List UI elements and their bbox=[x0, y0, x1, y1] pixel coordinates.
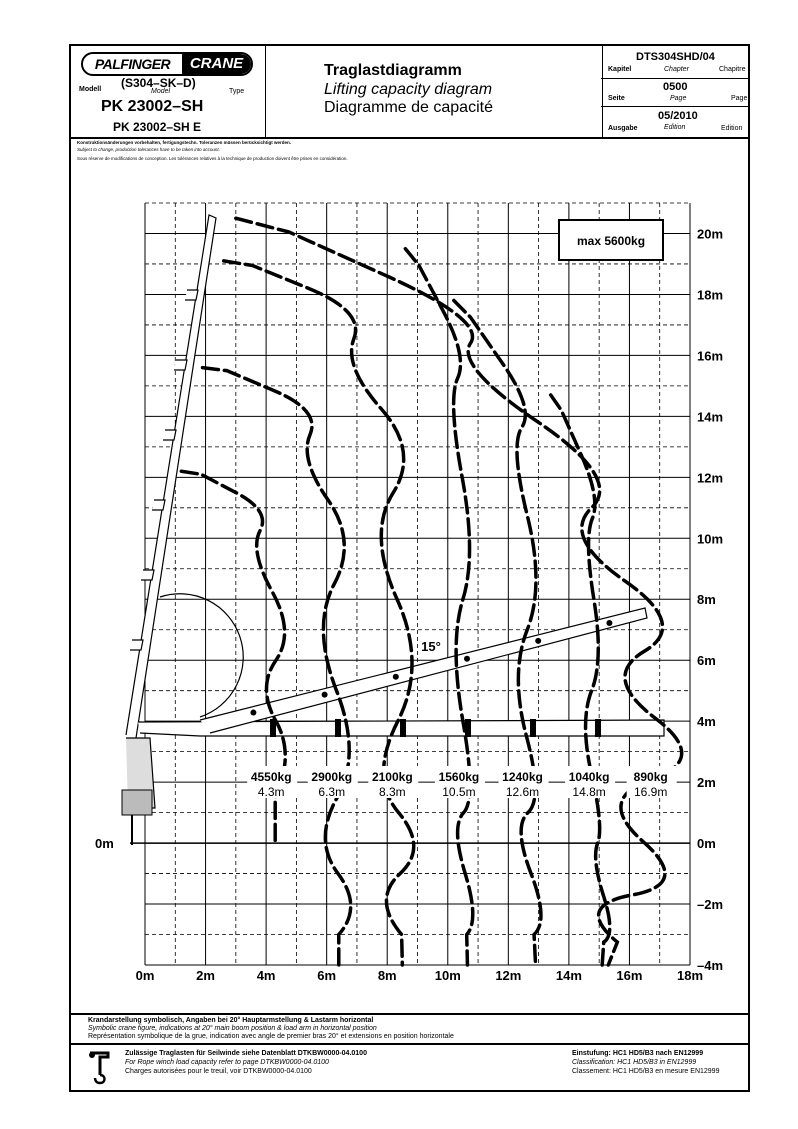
y-zero-left-label: 0m bbox=[95, 836, 114, 852]
arm-joint bbox=[335, 719, 341, 737]
class-de: Einstufung: HC1 HD5/B3 nach EN12999 bbox=[572, 1050, 704, 1057]
load-label: 2900kg bbox=[311, 770, 353, 784]
arm-pin bbox=[393, 674, 399, 680]
capacity-curve-2900kg bbox=[203, 368, 351, 965]
x-tick-label: 10m bbox=[434, 968, 461, 983]
symbolic-fr: Représentation symbolique de la grue, indication avec angle de premier bras 20° et extensions en position horizontale bbox=[88, 1033, 454, 1040]
load-label: 1240kg bbox=[502, 770, 543, 784]
y-tick-label: 18m bbox=[697, 287, 724, 303]
reach-label: 8.3m bbox=[378, 785, 406, 799]
reach-label: 12.6m bbox=[505, 785, 540, 799]
slewing-arc bbox=[160, 594, 243, 717]
arm-joint bbox=[530, 719, 536, 737]
model-code: (S304–SK–D) bbox=[121, 76, 196, 90]
edition-fr: Edition bbox=[721, 125, 743, 132]
boom-joint bbox=[130, 640, 143, 650]
y-tick-label: 4m bbox=[697, 714, 716, 730]
crane-figure bbox=[122, 215, 664, 845]
y-tick-label: 20m bbox=[697, 226, 724, 242]
page-value: 0500 bbox=[663, 81, 688, 93]
x-tick-label: 2m bbox=[196, 968, 215, 983]
footer-divider-bottom bbox=[69, 1043, 750, 1045]
x-tick-label: 18m bbox=[676, 968, 704, 983]
boom-joint bbox=[141, 570, 154, 580]
winch-en: For Rope winch load capacity refer to page DTKBW0000-04.0100 bbox=[125, 1059, 329, 1066]
load-label: 4550kg bbox=[250, 770, 292, 784]
edition-en: Edition bbox=[664, 124, 686, 131]
model-label-fr: Type bbox=[229, 88, 245, 95]
chapter-de: Kapitel bbox=[608, 66, 632, 73]
load-label: 1560kg bbox=[438, 770, 480, 784]
angle-label: 15° bbox=[421, 639, 441, 654]
y-tick-label: –2m bbox=[697, 897, 724, 913]
page-en: Page bbox=[670, 95, 687, 102]
boom-joint bbox=[152, 500, 165, 510]
model-name: PK 23002–SH bbox=[101, 98, 204, 115]
boom-joint bbox=[185, 290, 198, 300]
edition-de: Ausgabe bbox=[608, 125, 638, 132]
load-label: 1040kg bbox=[568, 770, 610, 784]
y-tick-label: 0m bbox=[697, 836, 716, 852]
x-tick-label: 6m bbox=[317, 968, 337, 983]
x-tick-label: 14m bbox=[555, 968, 582, 983]
arm-joint bbox=[595, 719, 601, 737]
y-tick-label: 14m bbox=[697, 409, 724, 425]
model-label-en: Model bbox=[151, 88, 171, 95]
symbolic-de: Krandarstellung symbolisch, Angaben bei 20° Hauptarmstellung & Lastarm horizontal bbox=[88, 1017, 374, 1024]
crane-base bbox=[122, 790, 152, 815]
reach-label: 14.8m bbox=[572, 785, 606, 799]
chapter-fr: Chapitre bbox=[719, 66, 746, 73]
model-name-2: PK 23002–SH E bbox=[113, 120, 202, 134]
model-label-de: Modell bbox=[79, 86, 102, 93]
edition-value: 05/2010 bbox=[658, 110, 698, 122]
x-tick-label: 16m bbox=[616, 968, 643, 983]
winch-fr: Charges autorisées pour le treuil, voir DTKBW0000-04.0100 bbox=[125, 1068, 312, 1075]
x-tick-label: 8m bbox=[377, 968, 397, 983]
footer-divider-top bbox=[69, 1013, 750, 1015]
title-fr: Diagramme de capacité bbox=[324, 99, 493, 116]
boom-joint bbox=[174, 360, 187, 370]
logo-crane-text: CRANE bbox=[182, 54, 251, 74]
title-de: Traglastdiagramm bbox=[324, 62, 462, 79]
arm-joint bbox=[400, 719, 406, 737]
x-tick-label: 0m bbox=[135, 968, 155, 983]
capacity-curve-2100kg bbox=[224, 261, 414, 965]
chapter-en: Chapter bbox=[664, 66, 689, 73]
capacity-curve-1040kg bbox=[551, 395, 610, 965]
y-tick-label: 12m bbox=[697, 470, 724, 486]
reach-label: 16.9m bbox=[634, 785, 668, 799]
notice-en: Subject to change, production tolerances have to be taken into account. bbox=[77, 147, 220, 152]
max-load-label: max 5600kg bbox=[576, 234, 646, 248]
symbolic-en: Symbolic crane figure, indications at 20° main boom position & load arm in horizontal position bbox=[88, 1025, 377, 1032]
capacity-curve-1240kg bbox=[454, 301, 541, 965]
y-tick-label: 2m bbox=[697, 775, 716, 791]
notice-de: Konstruktionsänderungen vorbehalten, fertigungstechn. Toleranzen müssen berücksichtigt werden. bbox=[77, 140, 291, 145]
reach-label: 4.3m bbox=[257, 785, 285, 799]
y-tick-label: 16m bbox=[697, 348, 724, 364]
arm-pin bbox=[322, 692, 328, 698]
arm-joint bbox=[465, 719, 471, 737]
y-tick-label: 8m bbox=[697, 592, 716, 608]
winch-icon bbox=[86, 1049, 116, 1087]
y-tick-label: –4m bbox=[697, 958, 724, 973]
arm-pin bbox=[464, 656, 470, 662]
x-tick-label: 4m bbox=[256, 968, 276, 983]
load-label: 2100kg bbox=[371, 770, 413, 784]
reach-label: 10.5m bbox=[442, 785, 476, 799]
y-tick-label: 10m bbox=[697, 531, 724, 547]
notice-fr: Sous réserve de modifications de conception. Les tolérances relatives à la technique de production doivent être prises en considération. bbox=[77, 156, 348, 161]
arm-pin bbox=[606, 620, 612, 626]
class-en: Classification: HC1 HD5/B3 in EN12999 bbox=[572, 1059, 697, 1066]
arm-pin bbox=[250, 710, 256, 716]
reach-label: 6.3m bbox=[318, 785, 346, 799]
boom-joint bbox=[163, 430, 176, 440]
capacity-curve-1560kg bbox=[405, 249, 472, 965]
class-fr: Classement: HC1 HD5/B3 en mesure EN12999 bbox=[572, 1068, 720, 1075]
page-de: Seite bbox=[608, 95, 625, 102]
page-fr: Page bbox=[731, 95, 748, 102]
title-en: Lifting capacity diagram bbox=[324, 81, 493, 98]
doc-number: DTS304SHD/04 bbox=[636, 51, 715, 63]
x-tick-label: 12m bbox=[495, 968, 522, 983]
load-label: 890kg bbox=[633, 770, 668, 784]
inclined-arm bbox=[200, 608, 647, 733]
y-tick-label: 6m bbox=[697, 653, 716, 669]
logo-text: PALFINGER bbox=[94, 56, 171, 72]
arm-pin bbox=[535, 638, 541, 644]
winch-de: Zulässige Traglasten für Seilwinde siehe Datenblatt DTKBW0000-04.0100 bbox=[125, 1050, 367, 1057]
